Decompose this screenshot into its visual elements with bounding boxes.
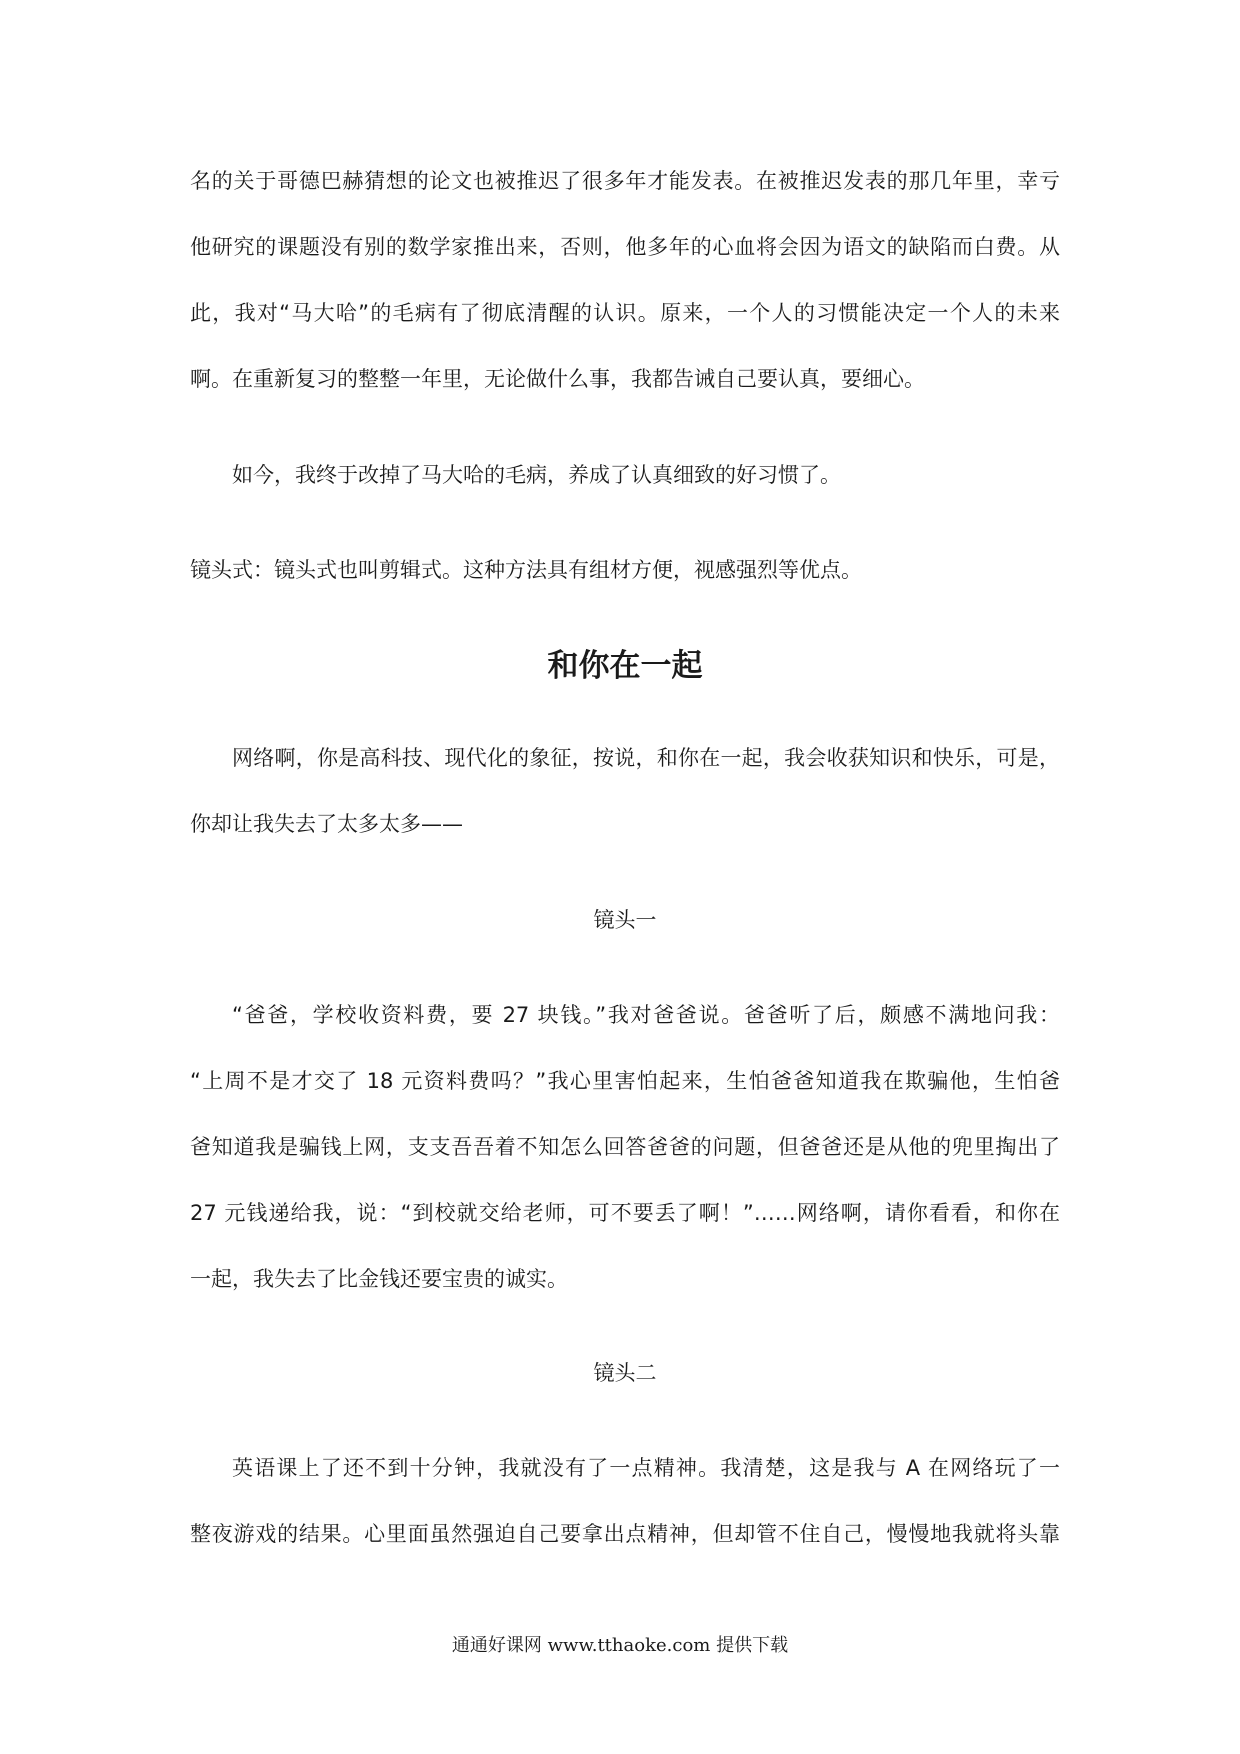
- body-text-line: 如今，我终于改掉了马大哈的毛病，养成了认真细致的好习惯了。: [232, 463, 841, 487]
- body-text-line: 你却让我失去了太多太多——: [190, 812, 463, 836]
- shot-heading: 镜头一: [593, 908, 657, 932]
- body-text-line: 爸知道我是骗钱上网，支支吾吾着不知怎么回答爸爸的问题，但爸爸还是从他的兜里掏出了: [190, 1135, 1060, 1159]
- body-text-line: 英语课上了还不到十分钟，我就没有了一点精神。我清楚，这是我与 A 在网络玩了一: [232, 1456, 1060, 1480]
- essay-title: 和你在一起: [547, 648, 703, 684]
- body-text-line: 名的关于哥德巴赫猜想的论文也被推迟了很多年才能发表。在被推迟发表的那几年里，幸亏: [190, 169, 1060, 193]
- body-text-line: 网络啊，你是高科技、现代化的象征，按说，和你在一起，我会收获知识和快乐，可是，: [232, 746, 1060, 770]
- body-text-line: 一起，我失去了比金钱还要宝贵的诚实。: [190, 1267, 568, 1291]
- body-text-line: “上周不是才交了 18 元资料费吗？”我心里害怕起来，生怕爸爸知道我在欺骗他，生怕爸: [190, 1069, 1060, 1093]
- page-footer: 通通好课网 www.tthaoke.com 提供下载: [451, 1635, 789, 1656]
- body-text-line: 啊。在重新复习的整整一年里，无论做什么事，我都告诫自己要认真，要细心。: [190, 367, 925, 391]
- body-text-line: 27 元钱递给我，说：“到校就交给老师，可不要丢了啊！”……网络啊，请你看看，和你在: [190, 1201, 1060, 1225]
- body-text-line: “爸爸，学校收资料费，要 27 块钱。”我对爸爸说。爸爸听了后，颇感不满地问我：: [232, 1003, 1060, 1027]
- technique-note: 镜头式：镜头式也叫剪辑式。这种方法具有组材方便，视感强烈等优点。: [190, 558, 862, 582]
- shot-heading: 镜头二: [593, 1361, 657, 1385]
- body-text-line: 此，我对“马大哈”的毛病有了彻底清醒的认识。原来，一个人的习惯能决定一个人的未来: [190, 301, 1060, 325]
- body-text-line: 他研究的课题没有别的数学家推出来，否则，他多年的心血将会因为语文的缺陷而白费。从: [190, 235, 1060, 259]
- body-text-line: 整夜游戏的结果。心里面虽然强迫自己要拿出点精神，但却管不住自己，慢慢地我就将头靠: [190, 1522, 1060, 1546]
